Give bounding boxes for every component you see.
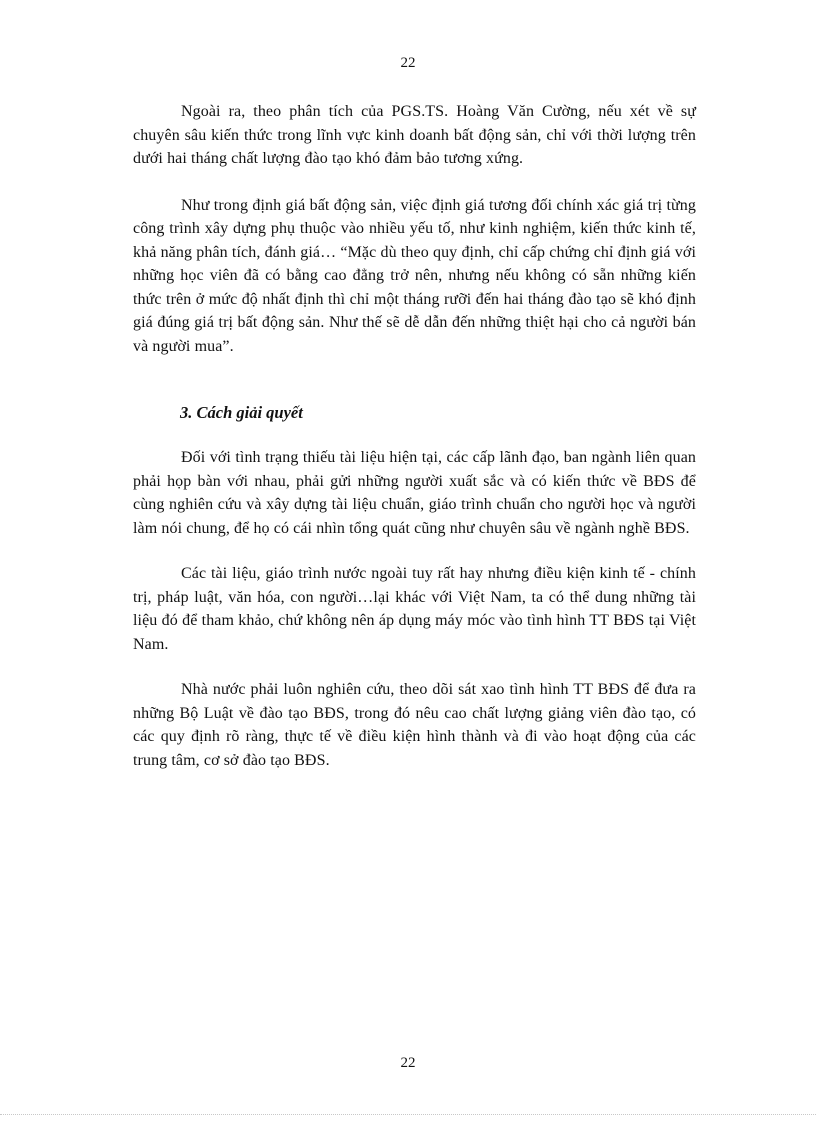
page-number-bottom: 22 [400,1055,416,1071]
page-bottom-divider [0,1114,816,1115]
paragraph-solution-foreign-materials: Các tài liệu, giáo trình nước ngoài tuy rất hay nhưng điều kiện kinh tế - chính trị, pháp luật, văn hóa, con người…lại khác với Việt Nam, ta có thể dung những tài liệu đó để tham khảo, chứ không nên áp dụng máy móc vào tình hình TT BĐS tại Việt Nam. [133,565,696,653]
paragraph-valuation: Như trong định giá bất động sản, việc định giá tương đối chính xác giá trị từng công trình xây dựng phụ thuộc vào nhiều yếu tố, như kinh nghiệm, kiến thức kinh tế, khả năng phân tích, đánh giá… “Mặc dù theo quy định, chỉ cấp chứng chỉ định giá với những học viên đã có bằng cao đẳng trở nên, nhưng nếu không có sẵn những kiến thức trên ở mức độ nhất định thì chỉ một tháng rưỡi đến hai tháng đào tạo sẽ khó định giá đúng giá trị bất động sản. Như thế sẽ dễ dẫn đến những thiệt hại cho cả người bán và người mua”. [133,196,696,355]
paragraph-solution-state: Nhà nước phải luôn nghiên cứu, theo dõi sát xao tình hình TT BĐS để đưa ra những Bộ Luật về đào tạo BĐS, trong đó nêu cao chất lượng giảng viên đào tạo, có các quy định rõ ràng, thực tế về điều kiện hình thành và đi vào hoạt động của các trung tâm, cơ sở đào tạo BĐS. [133,681,696,769]
paragraph-solution-materials: Đối với tình trạng thiếu tài liệu hiện tại, các cấp lãnh đạo, ban ngành liên quan phải họp bàn với nhau, phải gửi những người xuất sắc và có kiến thức về BĐS để cùng nghiên cứu và xây dựng tài liệu chuẩn, giáo trình chuẩn cho người học và người làm nói chung, để họ có cái nhìn tổng quát cũng như chuyên sâu về ngành nghề BĐS. [133,449,696,537]
paragraph-intro: Ngoài ra, theo phân tích của PGS.TS. Hoàng Văn Cường, nếu xét về sự chuyên sâu kiến thức trong lĩnh vực kinh doanh bất động sản, chỉ với thời lượng trên dưới hai tháng chất lượng đào tạo khó đảm bảo tương xứng. [133,103,696,167]
page-content [133,100,696,772]
section-heading: 3. Cách giải quyết [180,403,303,422]
page-number-top: 22 [400,55,416,71]
